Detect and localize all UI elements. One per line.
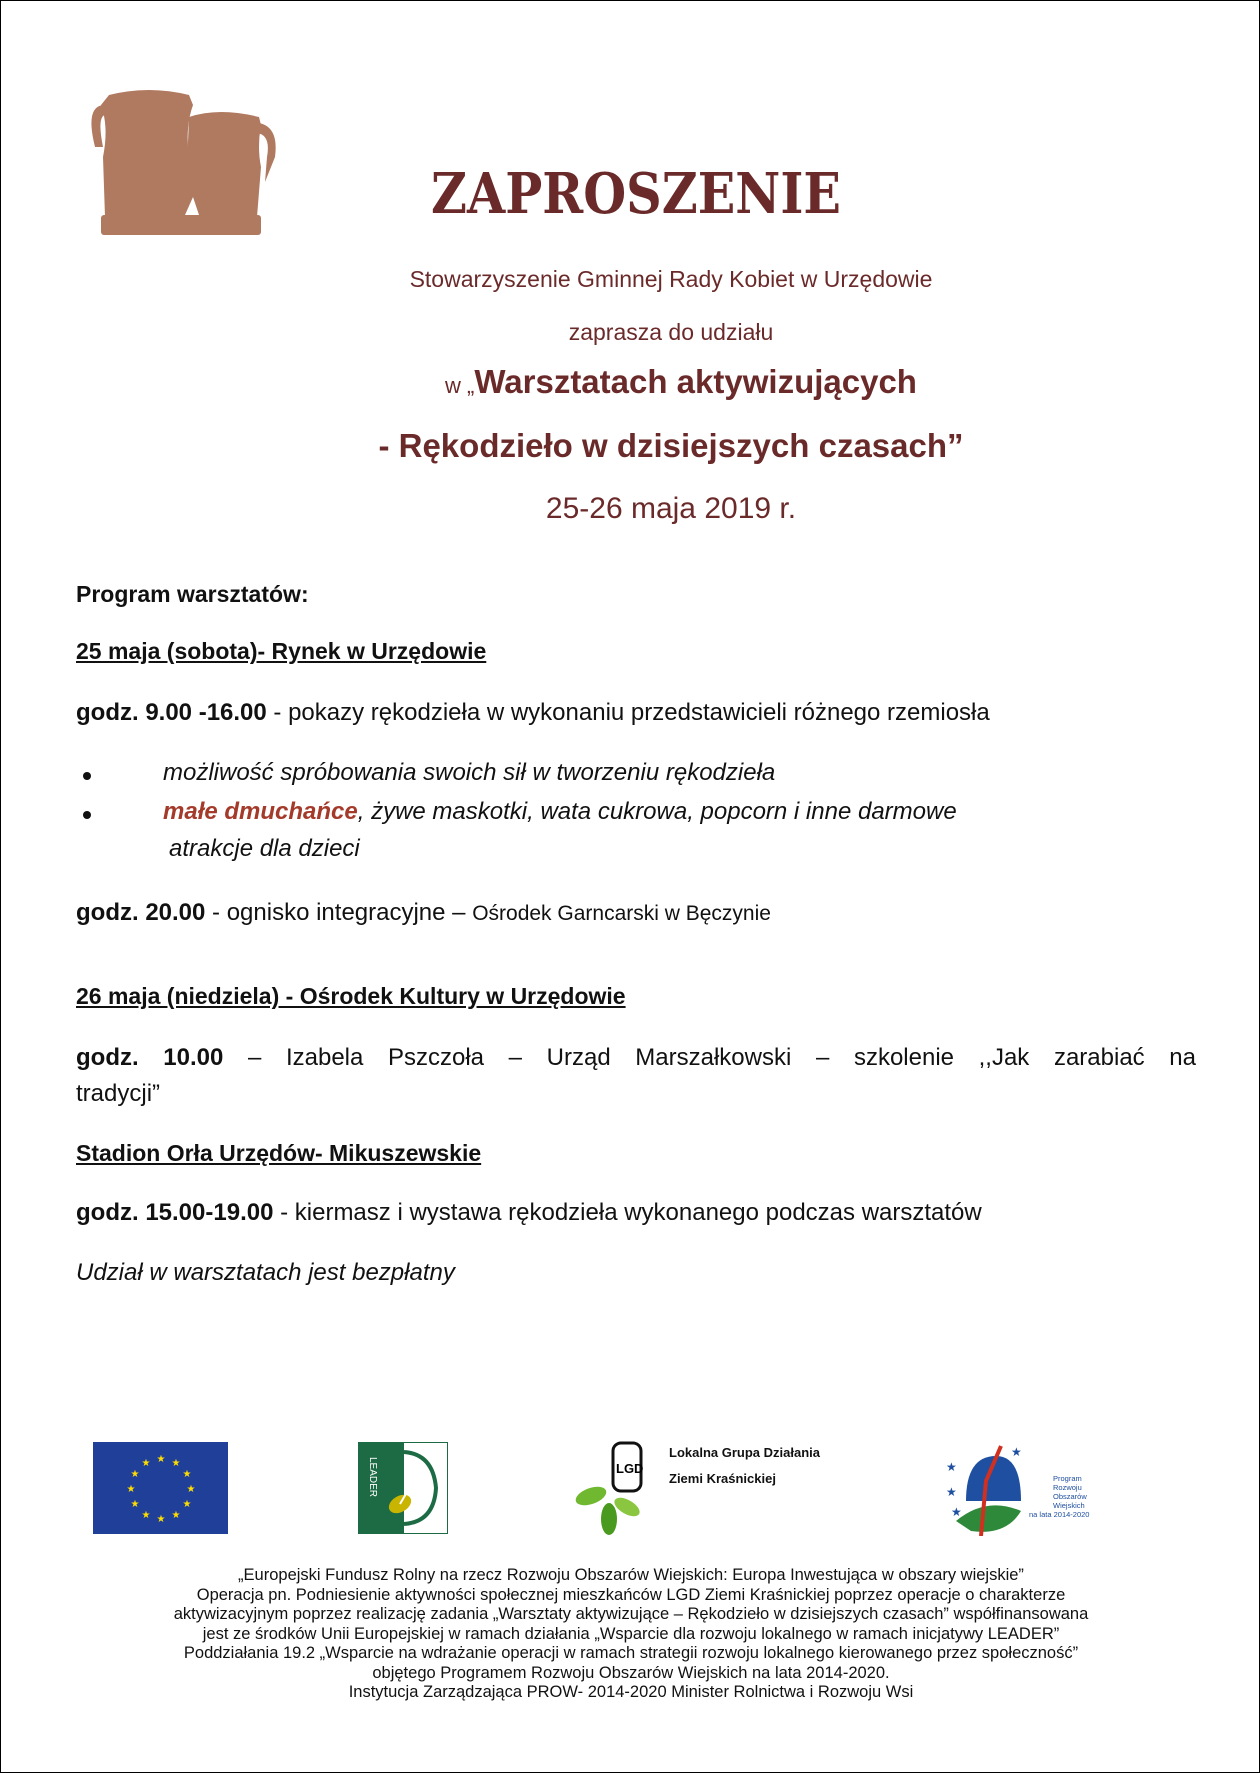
w-prefix: w „ [445,373,475,398]
svg-text:★: ★ [951,1505,962,1519]
lgd-name-2: Ziemi Kraśnickiej [669,1471,776,1486]
lgd-name-1: Lokalna Grupa Działania [669,1445,820,1460]
funding-footer [1,1566,1260,1703]
star-icon: ★ [182,1469,192,1480]
svg-text:LEADER: LEADER [367,1457,378,1498]
day2-heading: 26 maja (niedziela) - Ośrodek Kultury w Urzędowie [76,983,626,1009]
day1-item1 [76,699,990,727]
invite-text: zaprasza do udziału [568,319,774,345]
day1-heading: 25 maja (sobota)- Rynek w Urzędowie [76,638,487,664]
prow-line: na lata 2014-2020 [1029,1510,1090,1519]
program-heading: Program warsztatów: [76,581,309,607]
footer-line: Instytucja Zarządzająca PROW- 2014-2020 Minister Rolnictwa i Rozwoju Wsi [348,1683,914,1701]
event-name: Warsztatach aktywizujących [474,363,917,400]
highlight: małe dmuchańce [163,798,358,825]
day1-item2 [76,899,771,927]
svg-text:★: ★ [1011,1445,1022,1459]
star-icon: ★ [186,1484,196,1495]
desc: - ognisko integracyjne – [205,899,473,926]
footer-line: aktywizacyjnym poprzez realizację zadania „Warsztaty aktywizujące – Rękodzieło w dzisiejszych czasach” współfinansowana [173,1605,1089,1623]
prow-logo [946,1441,1026,1536]
venue-heading: Stadion Orła Urzędów- Mikuszewskie [76,1140,482,1166]
bullet-1: możliwość spróbowania swoich sił w tworzeniu rękodzieła [163,759,776,786]
organizer: Stowarzyszenie Gminnej Rady Kobiet w Urzędowie [409,266,933,292]
footer-line: Poddziałania 19.2 „Wsparcie na wdrażanie operacji w ramach strategii rozwoju lokalnego kierowanego przez społeczność” [183,1644,1079,1662]
bullet-icon [83,772,91,780]
day2-item2 [76,1199,982,1227]
lgd-mark: LGD [616,1461,644,1476]
svg-text:★: ★ [946,1460,957,1474]
time: godz. 20.00 [76,899,206,926]
prow-line: Obszarów [1053,1492,1087,1501]
star-icon: ★ [130,1499,140,1510]
page-title: ZAPROSZENIE [431,161,841,227]
star-icon: ★ [182,1499,192,1510]
desc: - pokazy rękodzieła w wykonaniu przedstawicieli różnego rzemiosła [266,699,990,726]
star-icon: ★ [156,1514,166,1525]
lgd-leaves-logo [571,1441,681,1541]
free-note: Udział w warsztatach jest bezpłatny [76,1259,455,1286]
day2-item1 [76,1044,1196,1072]
event-dates: 25-26 maja 2019 r. [545,492,797,525]
star-icon: ★ [126,1484,136,1495]
star-icon: ★ [130,1469,140,1480]
eu-flag-logo [93,1442,228,1534]
star-icon: ★ [171,1458,181,1470]
time: godz. 15.00-19.00 [76,1199,274,1226]
star-icon: ★ [171,1509,181,1521]
pottery-logo [89,87,299,247]
svg-text:★: ★ [946,1485,957,1499]
footer-line: „Europejski Fundusz Rolny na rzecz Rozwoju Obszarów Wiejskich: Europa Inwestująca w obszary wiejskie” [238,1566,1024,1584]
time: godz. 10.00 [76,1044,224,1071]
prow-line: Wiejskich [1053,1501,1085,1510]
bullet-2-cont: atrakcje dla dzieci [169,835,360,862]
footer-line: Operacja pn. Podniesienie aktywności społecznej mieszkańców LGD Ziemi Kraśnickiej poprzez operacje o charakterze [196,1585,1066,1604]
star-icon: ★ [156,1454,166,1465]
star-icon: ★ [141,1509,151,1521]
prow-text [1029,1474,1090,1519]
prow-line: Rozwoju [1053,1483,1082,1492]
leader-logo [358,1442,448,1534]
desc: – Izabela Pszczoła – Urząd Marszałkowski – szkolenie ,,Jak zarabiać na [223,1044,1196,1071]
footer-line: jest ze środków Unii Europejskiej w ramach działania „Wsparcie dla rozwoju lokalnego w ramach inicjatywy LEADER” [202,1624,1060,1643]
time: godz. 9.00 -16.00 [76,699,267,726]
place: Ośrodek Garncarski w Bęczynie [472,902,771,925]
event-title-line2: - Rękodzieło w dzisiejszych czasach” [378,427,964,464]
star-icon: ★ [141,1458,151,1470]
desc: - kiermasz i wystawa rękodzieła wykonanego podczas warsztatów [273,1199,982,1226]
bullet-text: , żywe maskotki, wata cukrowa, popcorn i inne darmowe [357,798,957,825]
bullet-2 [163,798,957,826]
bullet-icon [83,811,91,819]
day2-item1-cont: tradycji” [76,1080,161,1107]
footer-line: objętego Programem Rozwoju Obszarów Wiejskich na lata 2014-2020. [372,1663,890,1682]
prow-line: Program [1053,1474,1082,1483]
event-title-line1 [1,363,1260,401]
